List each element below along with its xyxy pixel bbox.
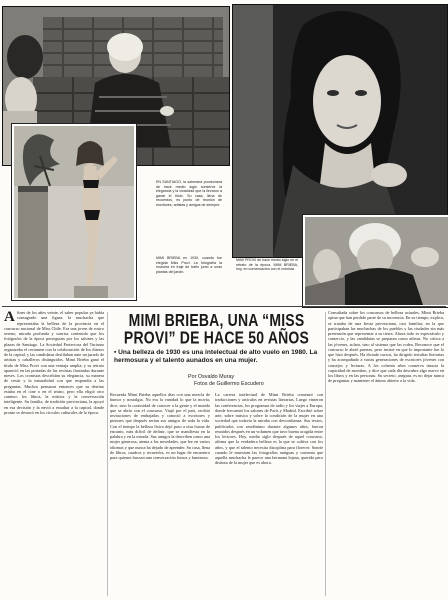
headline-line-1: MIMI BRIEBA, UNA “MISS xyxy=(128,309,305,330)
drop-cap: A xyxy=(4,310,15,325)
section-divider xyxy=(2,306,446,307)
photo-young-woman-bikini xyxy=(12,124,136,300)
column-2-text: Recuerda Mimi Brieba aquellos días con una mezcla de humor y nostalgia. No era la vanidad lo que la movía, dice, sino la curiosidad de conocer a la gente y el mundo que se abría con el concurso. Viajó por el país, recibió invitaciones de embajadas y conoció a escritores y pintores que después serían sus amigos de toda la vida. Con el tiempo la belleza física dejó paso a otra forma de encanto, más difícil de definir, que se manifiesta en la palabra y en la mirada. Sus amigos la describen como una mujer generosa, atenta a las novedades, que lee en varios idiomas y que nunca ha dejado de aprender. Su casa, llena de libros, cuadros y recuerdos, es un lugar de encuentro para quienes buscan una conversación franca y luminosa. xyxy=(110,392,210,460)
article-byline xyxy=(188,374,288,387)
photo-caption-2: MIMI BRIEBA en 1930, cuando fue elegida Miss Provi. La fotografía la muestra en traje de baño junto a unas plantas del jardín. xyxy=(156,256,222,274)
photo-caption-3: MIMI PROVI de hace medio siglo en el retrato de la época. MIMI BRIEBA, hoy, en conversación con el cronista. xyxy=(236,258,298,272)
byline-photographer: Fotos de Guillermo Escudero xyxy=(194,380,264,387)
column-1-text: fines de los años veinte, el saber popular ya había consagrado una figura, la muchacha que representaba la belleza de la provincia en el concurso nacional de Miss Chile. Era una joven de rostro sereno, mirada profunda y sonrisa contenida que los fotógrafos de la época perseguían por los salones y las plazas de Santiago. La Sociedad Protectora del Turismo organizaba el certamen con la colaboración de los diarios de la capital, y las candidatas desfilaban ante un jurado de artistas y caballeros distinguidos. Mimi Brieba ganó el título de Miss Provi con una ventaja amplia, y su retrato apareció en las portadas de las revistas ilustradas durante meses. Los cronistas describían su elegancia, su manera de vestir y la naturalidad con que respondía a las preguntas. Muchos pensaron entonces que su destino estaba en el cine o en el teatro, pero ella eligió otro camino: los libros, la música y la conversación inteligente. Su familia, de tradición provinciana, la apoyó en esa decisión y la envió a estudiar a la capital, donde pronto se destacó en los círculos culturales de la época. xyxy=(4,310,104,415)
article-column-3 xyxy=(215,392,323,598)
photo-elderly-woman-portrait xyxy=(303,215,448,307)
column-divider xyxy=(107,312,108,596)
headline-line-2: PROVI” DE HACE 50 AÑOS xyxy=(123,327,310,348)
article-headline xyxy=(110,311,323,346)
column-3-text: La carrera intelectual de Mimi Brieba comenzó con traducciones y artículos en revistas literarias. Luego vinieron las conferencias, los programas de radio y los viajes a Europa, donde frecuentó los salones de París y Madrid. Escribió sobre arte, sobre música y sobre la condición de la mujer en una sociedad que todavía la miraba con desconfianza. Sus textos, publicados con seudónimo durante algunos años, fueron reunidos después en un volumen que tuvo buena acogida entre los lectores. Hoy, medio siglo después de aquel concurso, afirma que la verdadera belleza es la que se cultiva con los años, y que el talento necesita disciplina para florecer. Sonríe cuando le muestran las fotografías antiguas y comenta que aquella muchacha le parece una hermana lejana, querida pero distinta de la mujer que es ahora. xyxy=(215,392,323,466)
column-4-text: Consultada sobre los concursos de belleza actuales, Mimi Brieba opina que han perdido parte de su inocencia. En su tiempo, explica, se trataba de una fiesta provinciana, casi familiar, en la que participaban las muchachas de los pueblos y las ciudades sin más pretensión que representar a su tierra. Ahora todo es espectáculo y comercio, y las candidatas se preparan como atletas. No critica a las jóvenes, aclara, sino al sistema que las rodea. Reconoce que el concurso le abrió puertas, pero insiste en que lo importante fue lo que hizo después. Ha dictado cursos, ha dirigido tertulias literarias y ha acompañado a varias generaciones de escritores jóvenes con consejos y lecturas. A los ochenta años conserva intacta la capacidad de asombro, y dice que cada día descubre algo nuevo en los libros y en las personas. Su secreto, asegura, es no dejar nunca de preguntar y mantener el ánimo abierto a la vida. xyxy=(328,310,444,384)
column-divider xyxy=(325,312,326,596)
photo-caption-1: EN SANTIAGO, la soberana provinciana de hace medio siglo conserva la elegancia y la vivacidad que la llevaron a ganar el título. Su casa, llena de recuerdos, es punto de reunión de escritores, artistas y amigos de siempre. xyxy=(156,180,222,207)
byline-author: Por Osvaldo Muray xyxy=(188,374,235,380)
article-column-2 xyxy=(110,392,210,598)
article-deck: ▪ Una belleza de 1930 es una intelectual de alto vuelo en 1980. La hermosura y el talento aunados en una mujer. xyxy=(114,349,318,364)
article-column-1 xyxy=(4,310,104,598)
article-column-4 xyxy=(328,310,444,598)
